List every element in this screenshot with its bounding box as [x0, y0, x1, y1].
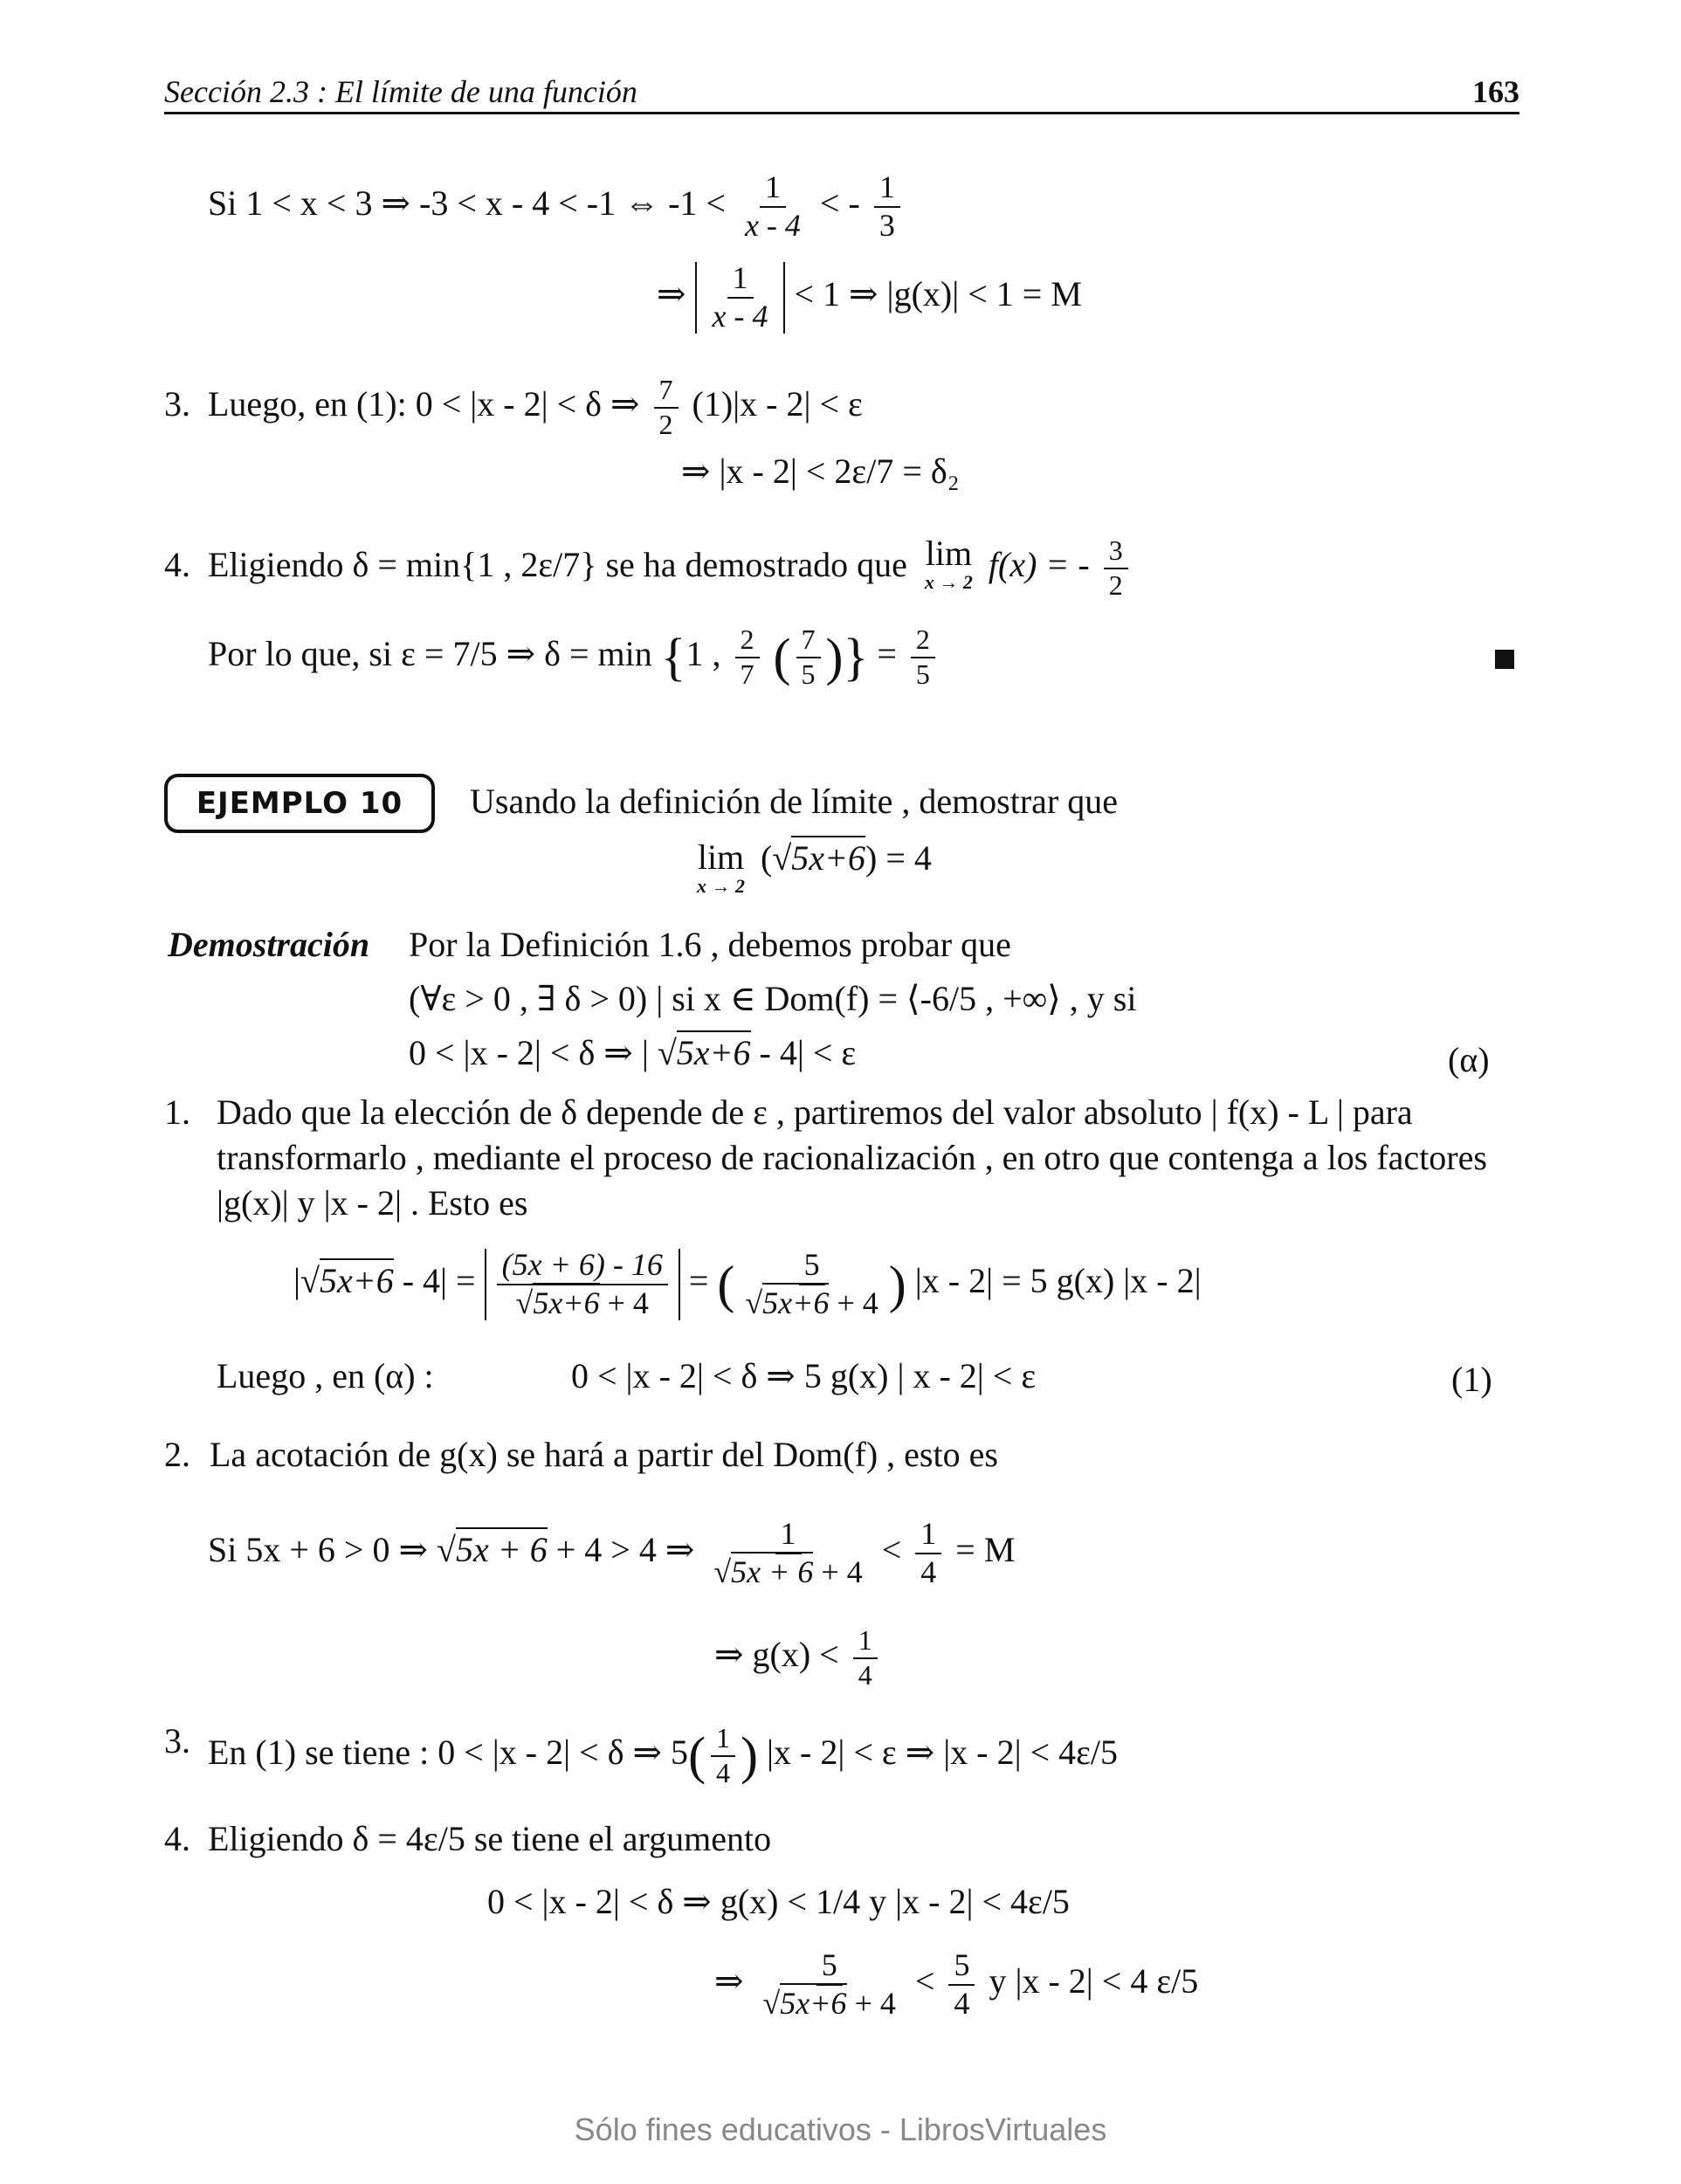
page-number: 163 — [1472, 74, 1519, 109]
demo-condition-2: 0 < |x - 2| < δ ⇒ | √5x+6 - 4| < ε — [409, 1036, 856, 1071]
equation-tag-alpha: (α) — [1448, 1040, 1490, 1079]
prev-step-3: 3. Luego, en (1): 0 < |x - 2| < δ ⇒ $\frac{7}{2}$ (1)|x - 2| < ε — [164, 374, 863, 440]
equation-tag-1: (1) — [1451, 1360, 1492, 1399]
step-4-line-1: 0 < |x - 2| < δ ⇒ g(x) < 1/4 y |x - 2| < 4ε/5 — [487, 1882, 1070, 1921]
absolute-value: $\frac{1}{x - 4}$ — [695, 262, 786, 334]
step-1-luego-equation: 0 < |x - 2| < δ ⇒ 5 g(x) | x - 2| < ε — [571, 1356, 1037, 1395]
step-3-equation: En (1) se tiene : 0 < |x - 2| < δ ⇒ 5( $\frac{1}{4}$ ) |x - 2| < ε ⇒ |x - 2| < 4ε/5 — [208, 1722, 1119, 1788]
example-badge: EJEMPLO 10 — [164, 774, 435, 833]
fraction: $\frac{3}{2}$ — [1104, 536, 1128, 600]
demo-label: Demostración — [168, 925, 370, 964]
running-header — [164, 70, 1519, 114]
prev-step-4: 4. Eligiendo δ = min{1 , 2ε/7} se ha demostrado que lim x → 2 f(x) = - $\frac{3}{2}$ — [164, 536, 1133, 600]
step-1-text-3: |g(x)| y |x - 2| . Esto es — [217, 1183, 528, 1223]
step-4-number: 4. — [164, 1819, 190, 1858]
fraction: $\frac{1}{3}$ — [874, 171, 900, 243]
example-statement: Usando la definición de límite , demostrar que — [470, 782, 1119, 821]
end-of-proof-square — [1495, 650, 1514, 669]
step-4-line-2: ⇒ $\frac{5}{√5x+6 + 4}$ < $\frac{5}{4}$ y |x - 2| < 4 ε/5 — [714, 1947, 1199, 2021]
step-2-number: 2. — [164, 1435, 190, 1474]
step-2-equation: Si 5x + 6 > 0 ⇒ √5x + 6 + 4 > 4 ⇒ $\frac{1}{√5x + 6 + 4}$ < $\frac{1}{4}$ = M — [208, 1516, 1016, 1589]
step-1-luego: Luego , en (α) : — [217, 1356, 434, 1395]
demo-condition-1: (∀ε > 0 , ∃ δ > 0) | si x ∈ Dom(f) = ⟨-6/5 , +∞⟩ , y si — [409, 979, 1137, 1018]
footer-watermark: Sólo fines educativos - LibrosVirtuales — [574, 2112, 1107, 2147]
prev-line-2: ⇒ $\frac{1}{x - 4}$ < 1 ⇒ |g(x)| < 1 = M — [657, 260, 1082, 334]
step-1-number: 1. — [164, 1092, 190, 1132]
demo-intro: Por la Definición 1.6 , debemos probar que — [409, 925, 1011, 964]
step-1-equation: |√5x+6 - 4| = $\frac{(5x + 6) - 16}{√5x+6 + 4}$ = ( $\frac{5}{√5x+6 + 4}$ ) |x - 2| = 5 g(x) |x - 2| — [293, 1247, 1202, 1320]
limit: lim x → 2 — [924, 534, 973, 593]
step-2-text: La acotación de g(x) se hará a partir del Dom(f) , esto es — [210, 1435, 998, 1474]
step-4-text: Eligiendo δ = 4ε/5 se tiene el argumento — [208, 1819, 772, 1858]
prev-line-1: Si 1 < x < 3 ⇒ -3 < x - 4 < -1 ⇔ -1 < $\frac{1}{x - 4}$ < - $\frac{1}{3}$ — [208, 171, 906, 243]
prev-step-4b: Por lo que, si ε = 7/5 ⇒ δ = min {1 , $\frac{2}{7}$ ( $\frac{7}{5}$ )} = $\frac{2}{5}$ — [208, 625, 940, 689]
step-3-number: 3. — [164, 1721, 190, 1760]
section-title: Sección 2.3 : El límite de una función — [164, 74, 637, 109]
fraction: $\frac{1}{x - 4}$ — [744, 169, 801, 243]
prev-step-3b: ⇒ |x - 2| < 2ε/7 = δ₂ — [681, 451, 960, 491]
step-1-text-1: Dado que la elección de δ depende de ε , partiremos del valor absoluto | f(x) - L | para — [217, 1092, 1413, 1132]
example-limit: lim x → 2 (√5x+6) = 4 — [697, 837, 932, 897]
step-2-then: ⇒ g(x) < $\frac{1}{4}$ — [714, 1626, 883, 1690]
step-1-text-2: transformarlo , mediante el proceso de racionalización , en otro que contenga a los factores — [217, 1138, 1487, 1177]
fraction: $\frac{7}{2}$ — [654, 375, 679, 439]
